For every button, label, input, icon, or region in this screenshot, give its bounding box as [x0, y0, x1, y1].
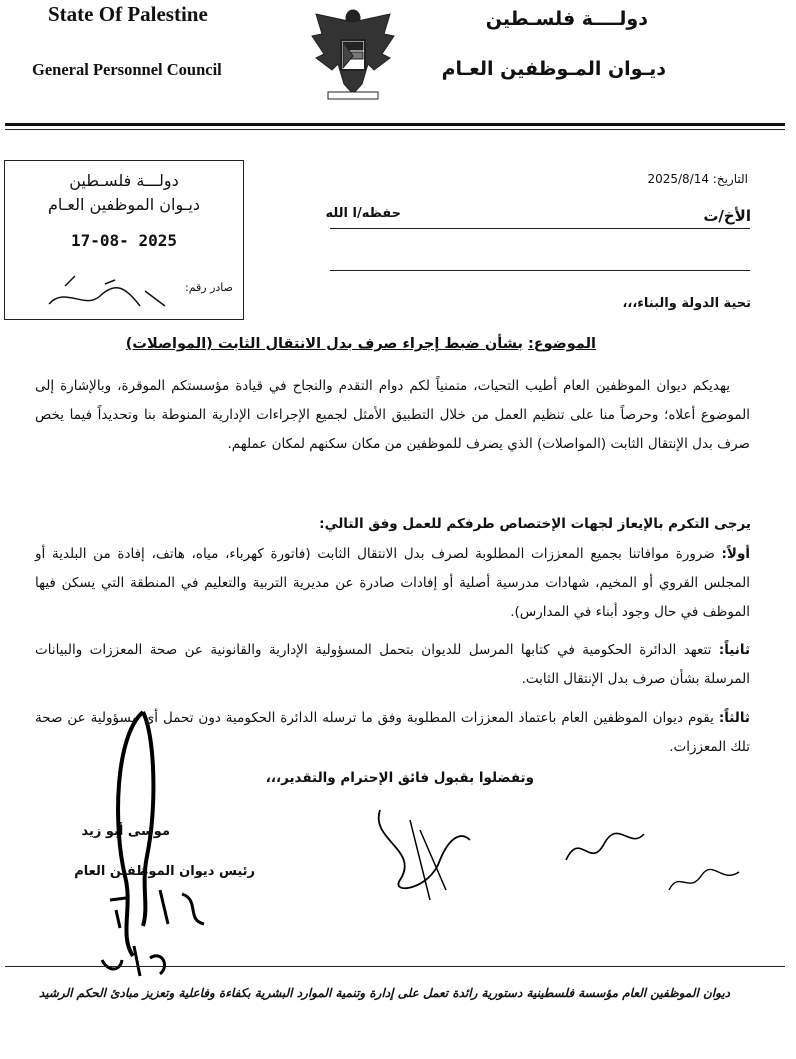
date-value: 2025/8/14	[647, 172, 709, 186]
date-field	[647, 172, 748, 186]
header-council-en: General Personnel Council	[32, 60, 222, 79]
item-second-text: تتعهد الدائرة الحكومية في كتابها المرسل للديوان بتحمل المسؤولية الإدارية والقانونية عن صحة المعززات والبيانات المرسلة بشأن صرف بدل الإنتقال الثابت.	[35, 642, 750, 687]
stamp-line-state: دولـــة فلسـطين	[69, 171, 179, 190]
header-state-en: State Of Palestine	[48, 2, 208, 26]
request-line: يرجى التكرم بالإيعاز لجهات الإختصاص طرفكم للعمل وفق التالي:	[319, 516, 751, 532]
header-state-ar: دولــــة فلسـطين	[485, 8, 648, 30]
header-divider	[5, 123, 785, 126]
date-label: التاريخ:	[712, 172, 748, 186]
subject-label: الموضوع:	[527, 336, 596, 352]
item-first	[35, 540, 750, 627]
addressee-second-line	[330, 270, 750, 271]
handwritten-margin-note	[90, 880, 220, 990]
signatory-title: رئيس ديوان الموظفين العام	[74, 864, 255, 879]
palestine-eagle-emblem-icon	[308, 4, 398, 104]
footer-divider	[5, 966, 785, 967]
signatory-name: موسى أبو زيد	[81, 824, 170, 839]
handwritten-signature-right	[560, 820, 650, 880]
stamp-issued-label: صادر رقم:	[185, 281, 233, 294]
header-council-ar: ديـوان المـوظفين العـام	[441, 58, 666, 80]
incoming-stamp	[4, 160, 244, 320]
handwritten-initials	[665, 860, 745, 900]
stamp-line-council: ديـوان الموظفين العـام	[47, 195, 201, 214]
body-paragraph: يهديكم ديوان الموظفين العام أطيب التحيات، متمنياً لكم دوام التقدم والنجاح في قيادة مؤسستكم الموقرة، وبالإشارة إلى الموضوع أعلاه؛ وحرصاً منا على تنظيم العمل من خلال التطبيق الأمثل لجميع الإجراءات الإدارية المنوطة بنا وتحديداً فيما يخص صرف بدل الإنتقال الثابت (المواصلات) الذي يصرف للموظفين من مكان سكنهم لمكان عملهم.	[35, 378, 750, 452]
footer-slogan: ديوان الموظفين العام مؤسسة فلسطينية دستورية رائدة تعمل على إدارة وتنمية الموارد البشرية بكفاءة وفاعلية وتعزيز مبادئ الحكم الرشيد	[38, 986, 730, 1000]
item-second-label: ثانياً:	[718, 642, 751, 658]
closing-line: وتفضلوا بقبول فائق الإحترام والتقدير،،،	[265, 770, 534, 786]
handwritten-signature-center	[360, 800, 480, 910]
greeting: تحية الدولة والبناء،،،	[622, 296, 751, 311]
subject-line	[126, 336, 596, 352]
item-first-text: ضرورة موافاتنا بجميع المعززات المطلوبة لصرف بدل الانتقال الثابت (فاتورة كهرباء، مياه، هاتف، إفادة من البلدية أو المجلس القروي أو المخيم، شهادات مدرسية أصلية أو إفادات صادرة عن مديرية التربية والتعليم في المنطقة التي يسكن فيها الموظف في حال وجود أبناء في المدارس).	[35, 546, 750, 620]
stamp-handwritten-number	[45, 266, 185, 316]
item-third-text: يقوم ديوان الموظفين العام باعتماد المعززات المطلوبة وفق ما ترسله الدائرة الحكومية دون تحمل أي مسؤولية عن صحة تلك المعززات.	[35, 710, 750, 755]
item-second	[35, 636, 750, 694]
header-divider-thin	[5, 129, 785, 130]
addressee-underline	[330, 228, 750, 229]
item-third-label: ثالثاً:	[718, 710, 750, 726]
addressee-label: الأخ/ت	[703, 207, 751, 225]
stamp-date: 17-08- 2025	[71, 231, 177, 250]
addressee-suffix: حفظه/ا الله	[325, 206, 401, 221]
subject-text: بشأن ضبط إجراء صرف بدل الانتقال الثابت (المواصلات)	[125, 336, 523, 352]
item-first-label: أولاً:	[721, 546, 750, 562]
